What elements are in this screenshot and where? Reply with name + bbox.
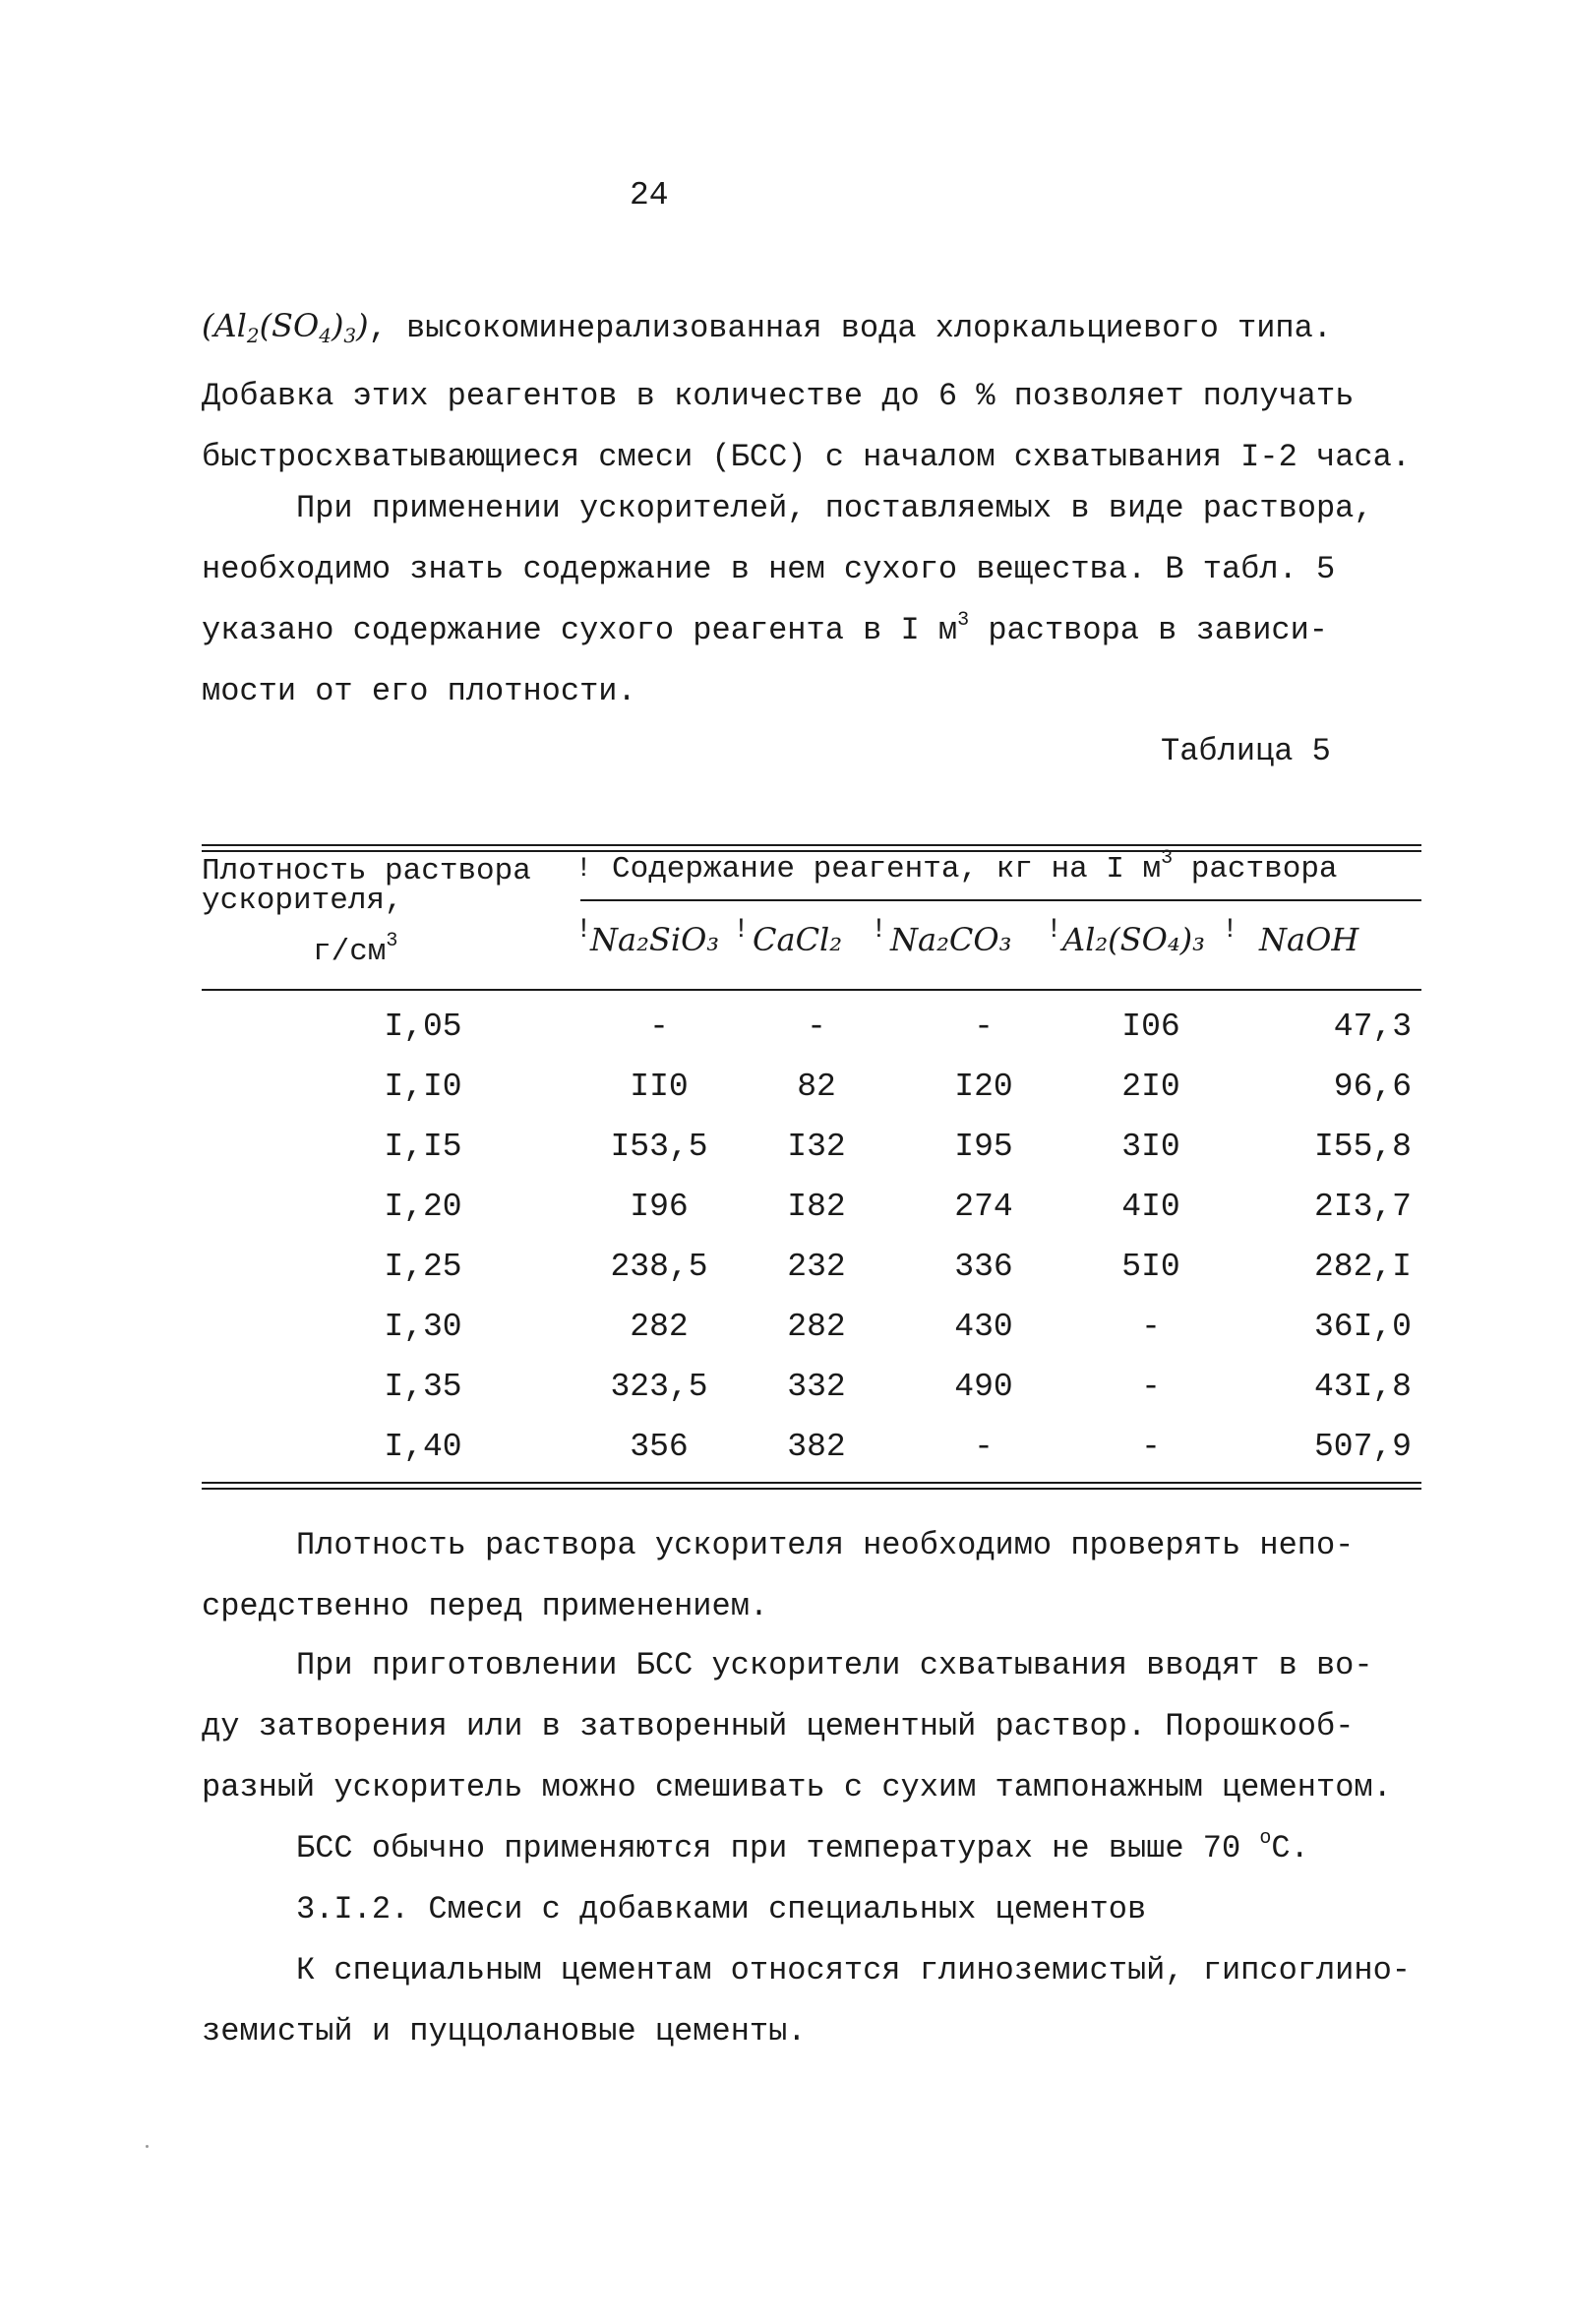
cell-cacl2: I32: [787, 1129, 846, 1165]
paragraph-1: [202, 295, 1411, 488]
cell-al2so43: I06: [1121, 1009, 1180, 1045]
paragraph-3-line-1: Плотность раствора ускорителя необходимо проверять непо-: [296, 1527, 1355, 1563]
cell-density: I,35: [384, 1369, 462, 1405]
cell-naoh: 96,6: [1333, 1069, 1412, 1105]
cell-na2co3: -: [974, 1009, 994, 1045]
section-heading: 3.I.2. Смеси с добавками специальных цементов: [296, 1891, 1147, 1927]
paragraph-2: [202, 478, 1397, 722]
cell-density: I,40: [384, 1429, 462, 1465]
paragraph-4: [202, 1635, 1397, 1940]
cell-al2so43: -: [1141, 1429, 1161, 1465]
table-row: [202, 1249, 1421, 1308]
paragraph-1-line-1: $(Al_2(SO_4)_3)$, высокоминерализованная вода хлоркальциевого типа.: [202, 307, 1332, 347]
cell-density: I,20: [384, 1189, 462, 1225]
cell-na2sio3: 323,5: [610, 1369, 708, 1405]
cell-naoh: 507,9: [1313, 1429, 1412, 1465]
table-caption: Таблица 5: [1161, 733, 1331, 769]
header-density-unit: $г/см^3$: [313, 930, 398, 969]
cell-cacl2: 282: [787, 1309, 846, 1345]
paragraph-4-line-3: разный ускоритель можно смешивать с сухим тампонажным цементом.: [202, 1769, 1392, 1805]
cell-naoh: 282,I: [1313, 1249, 1412, 1285]
paragraph-4-line-4: БСС обычно применяются при температурах не выше 70 $^o$С.: [296, 1827, 1309, 1866]
column-separator-3: !: [871, 915, 887, 946]
table-top-rule: [202, 844, 1421, 852]
paragraph-2-line-1: При применении ускорителей, поставляемых в виде раствора,: [296, 490, 1373, 526]
paragraph-3: [202, 1515, 1397, 1637]
cell-cacl2: 232: [787, 1249, 846, 1285]
paragraph-4-line-2: ду затворения или в затворенный цементный раствор. Порошкооб-: [202, 1708, 1355, 1744]
column-header-cacl2: CaCl₂: [753, 921, 843, 958]
cell-na2co3: -: [974, 1429, 994, 1465]
cell-al2so43: -: [1141, 1309, 1161, 1345]
cell-density: I,I0: [384, 1069, 462, 1105]
column-header-na2sio3: Na₂SiO₃: [590, 921, 720, 958]
cell-na2sio3: I53,5: [610, 1129, 708, 1165]
paragraph-3-line-2: средственно перед применением.: [202, 1588, 769, 1624]
table-row: [202, 1429, 1421, 1488]
paragraph-2-line-3: указано содержание сухого реагента в I $м^3$ раствора в зависи-: [202, 609, 1328, 648]
paragraph-5: [202, 1940, 1411, 2062]
paragraph-1-line-3: быстросхватывающиеся смеси (БСС) с началом схватывания I-2 часа.: [202, 439, 1411, 475]
header-group-rule: [580, 899, 1421, 901]
cell-na2co3: 336: [954, 1249, 1013, 1285]
column-separator-5: !: [1222, 915, 1238, 946]
paragraph-4-line-1: При приготовлении БСС ускорители схватывания вводят в во-: [296, 1647, 1373, 1683]
header-density-line-1: Плотность раствора: [202, 854, 531, 888]
cell-na2sio3: -: [649, 1009, 669, 1045]
cell-al2so43: 3I0: [1121, 1129, 1180, 1165]
cell-al2so43: -: [1141, 1369, 1161, 1405]
cell-naoh: 36I,0: [1313, 1309, 1412, 1345]
cell-naoh: I55,8: [1313, 1129, 1412, 1165]
table-row: [202, 1009, 1421, 1068]
cell-density: I,25: [384, 1249, 462, 1285]
cell-na2sio3: 356: [630, 1429, 689, 1465]
cell-na2sio3: 238,5: [610, 1249, 708, 1285]
header-reagent-content: Содержание реагента, кг на I $м^3$ раствора: [612, 847, 1338, 887]
table-row: [202, 1069, 1421, 1128]
cell-cacl2: 332: [787, 1369, 846, 1405]
cell-na2co3: I95: [954, 1129, 1013, 1165]
column-separator-4: !: [1046, 915, 1062, 946]
cell-cacl2: I82: [787, 1189, 846, 1225]
cell-na2co3: 274: [954, 1189, 1013, 1225]
cell-naoh: 43I,8: [1313, 1369, 1412, 1405]
formula-aluminium-sulfate: $(Al_2(SO_4)_3)$: [202, 307, 369, 347]
header-density-line-2: ускорителя,: [202, 884, 403, 918]
scan-speck: [146, 2145, 149, 2148]
paragraph-5-line-1: К специальным цементам относятся глиноземистый, гипсоглино-: [296, 1952, 1411, 1988]
cell-cacl2: 382: [787, 1429, 846, 1465]
cell-al2so43: 4I0: [1121, 1189, 1180, 1225]
cell-naoh: 47,3: [1333, 1009, 1412, 1045]
column-separator-2: !: [733, 915, 750, 946]
cell-density: I,I5: [384, 1129, 462, 1165]
column-separator-1: !: [575, 915, 592, 946]
cell-na2sio3: 282: [630, 1309, 689, 1345]
cell-cacl2: -: [807, 1009, 826, 1045]
cell-naoh: 2I3,7: [1313, 1189, 1412, 1225]
paragraph-5-line-2: земистый и пуццолановые цементы.: [202, 2013, 807, 2049]
table-row: [202, 1369, 1421, 1428]
cell-al2so43: 2I0: [1121, 1069, 1180, 1105]
cell-na2co3: 430: [954, 1309, 1013, 1345]
cell-density: I,05: [384, 1009, 462, 1045]
column-header-na2co3: Na₂CO₃: [890, 921, 1012, 958]
table-row: [202, 1309, 1421, 1368]
table-bottom-rule: [202, 1482, 1421, 1490]
table-row: [202, 1189, 1421, 1248]
paragraph-1-line-2: Добавка этих реагентов в количестве до 6 % позволяет получать: [202, 378, 1355, 414]
table-row: [202, 1129, 1421, 1188]
paragraph-2-line-2: необходимо знать содержание в нем сухого вещества. В табл. 5: [202, 551, 1336, 587]
paragraph-2-line-4: мости от его плотности.: [202, 673, 636, 709]
column-header-naoh: NaOH: [1259, 921, 1359, 958]
cell-al2so43: 5I0: [1121, 1249, 1180, 1285]
cell-na2sio3: II0: [630, 1069, 689, 1105]
cell-cacl2: 82: [797, 1069, 836, 1105]
page-number: 24: [630, 177, 669, 214]
header-separator: !: [575, 854, 592, 885]
cell-na2co3: I20: [954, 1069, 1013, 1105]
cell-na2co3: 490: [954, 1369, 1013, 1405]
cell-na2sio3: I96: [630, 1189, 689, 1225]
column-header-al2so43: Al₂(SO₄)₃: [1062, 921, 1205, 958]
cell-density: I,30: [384, 1309, 462, 1345]
table-header-rule: [202, 989, 1421, 991]
